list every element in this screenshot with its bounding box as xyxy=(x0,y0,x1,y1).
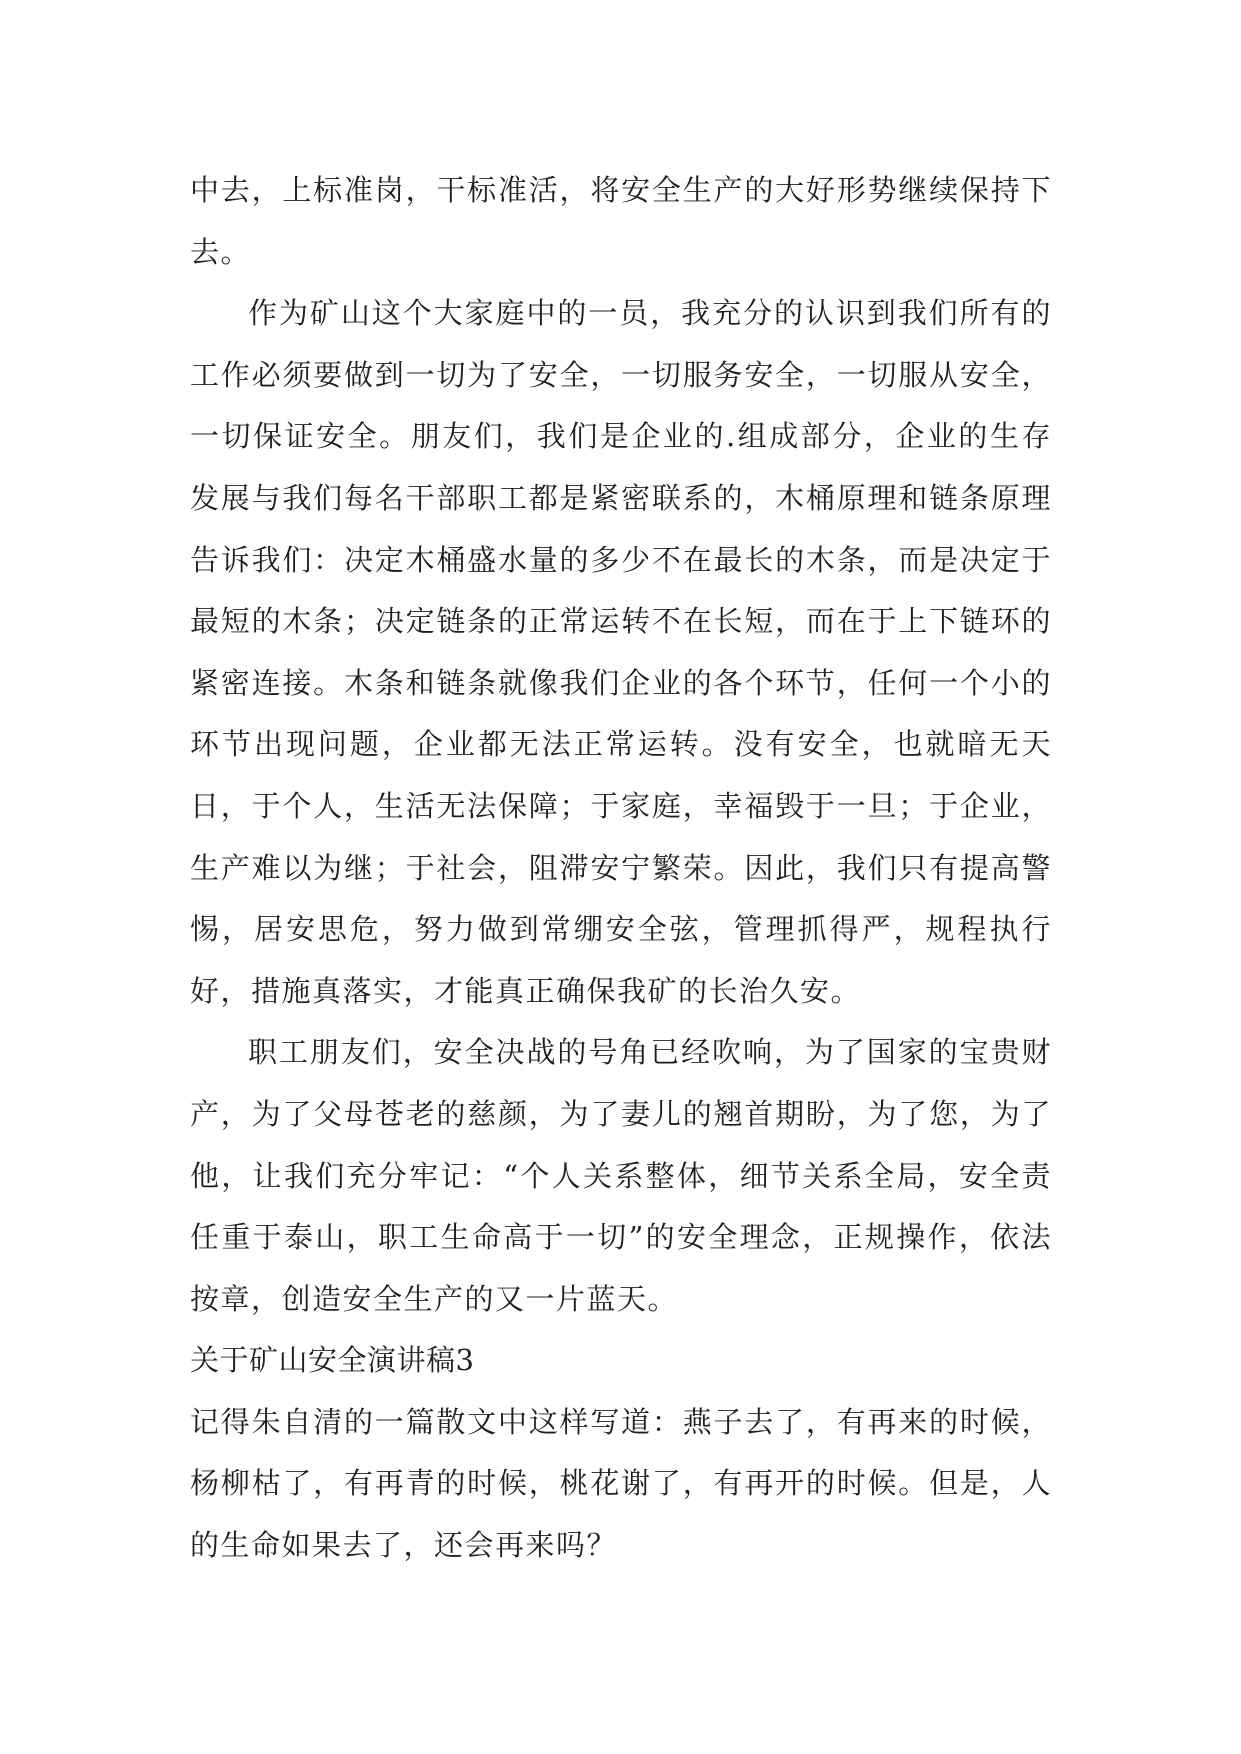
section-heading: 关于矿山安全演讲稿3 xyxy=(190,1343,475,1378)
paragraph-call-to-action: 职工朋友们，安全决战的号角已经吹响，为了国家的宝贵财产，为了父母苍老的慈颜，为了妻儿的翘首期盼，为了您，为了他，让我们充分牢记：“个人关系整体，细节关系全局，安全责任重于泰山，职工生命高于一切”的安全理念，正规操作，依法按章，创造安全生产的又一片蓝天。 xyxy=(190,1035,1052,1316)
paragraph-zhu-ziqing-quote: 记得朱自清的一篇散文中这样写道：燕子去了，有再来的时候，杨柳枯了，有再青的时候，桃花谢了，有再开的时候。但是，人的生命如果去了，还会再来吗？ xyxy=(190,1404,1052,1563)
paragraph-safety-awareness: 作为矿山这个大家庭中的一员，我充分的认识到我们所有的工作必须要做到一切为了安全，一切服务安全，一切服从安全，一切保证安全。朋友们，我们是企业的.组成部分，企业的生存发展与我们每名干部职工都是紧密联系的，木桶原理和链条原理告诉我们：决定木桶盛水量的多少不在最长的木条，而是决定于最短的木条；决定链条的正常运转不在长短，而在于上下链环的紧密连接。木条和链条就像我们企业的各个环节，任何一个小的环节出现问题，企业都无法正常运转。没有安全，也就暗无天日，于个人，生活无法保障；于家庭，幸福毁于一旦；于企业，生产难以为继；于社会，阻滞安宁繁荣。因此，我们只有提高警惕，居安思危，努力做到常绷安全弦，管理抓得严，规程执行好，措施真落实，才能真正确保我矿的长治久安。 xyxy=(190,296,1052,1008)
paragraph-continuation: 中去，上标准岗，干标准活，将安全生产的大好形势继续保持下去。 xyxy=(190,173,1052,269)
document-body xyxy=(190,160,1052,1577)
